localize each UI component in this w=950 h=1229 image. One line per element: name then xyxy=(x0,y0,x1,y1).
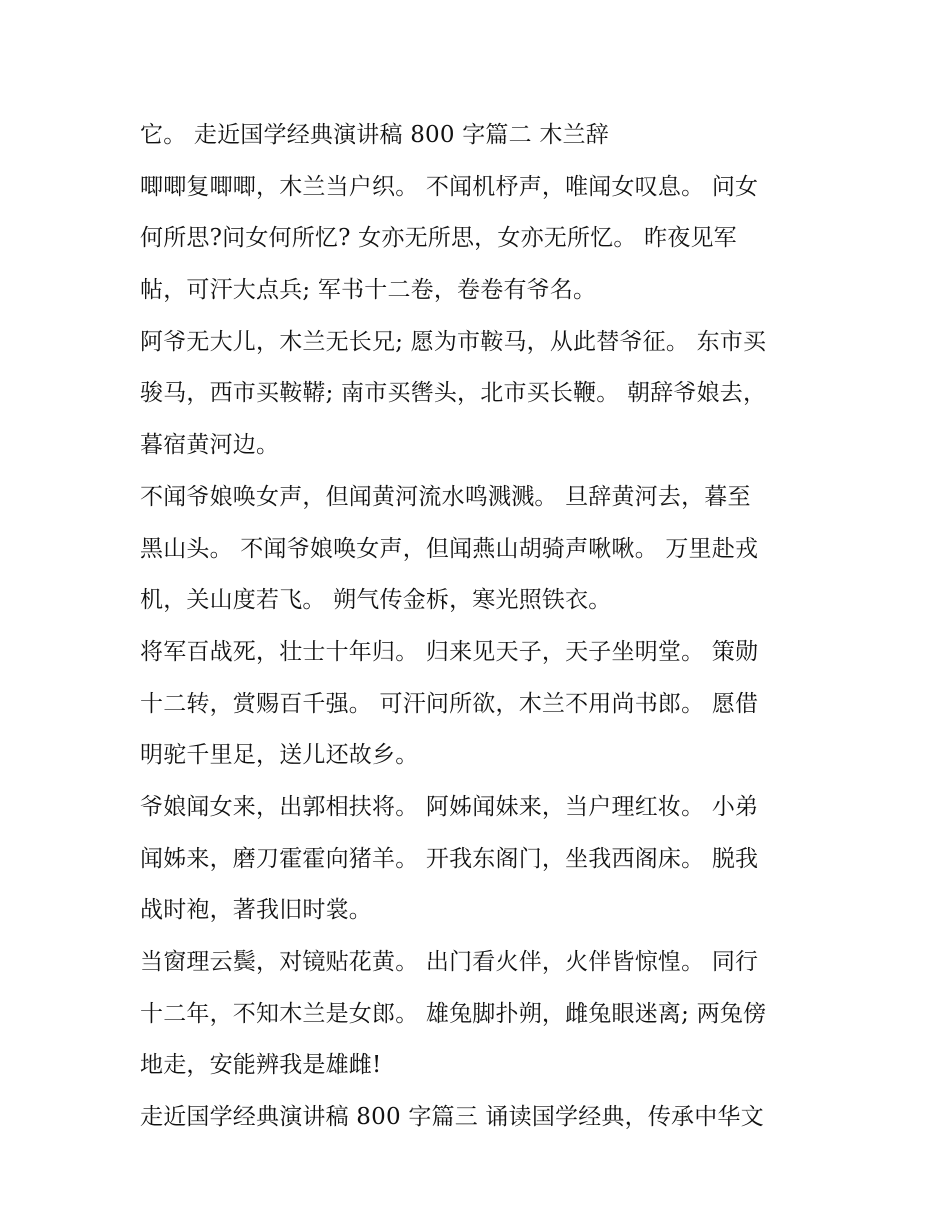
text-line: 将军百战死，壮士十年归。 归来见天子，天子坐明堂。 策勋 xyxy=(140,638,759,665)
text-line: 十二年，不知木兰是女郎。 雄兔脚扑朔，雌兔眼迷离; 两兔傍 xyxy=(140,1000,767,1027)
text-line: 明驼千里足，送儿还故乡。 xyxy=(140,742,419,769)
text-line: 帖，可汗大点兵; 军书十二卷，卷卷有爷名。 xyxy=(140,277,597,304)
text-line: 当窗理云鬓，对镜贴花黄。 出门看火伴，火伴皆惊惶。 同行 xyxy=(140,949,759,975)
document-body xyxy=(140,110,820,1144)
text-line: 暮宿黄河边。 xyxy=(140,432,280,459)
text-line: 十二转，赏赐百千强。 可汗问所欲，木兰不用尚书郎。 愿借 xyxy=(140,690,759,717)
text-line: 它。 走近国学经典演讲稿 800 字篇二 木兰辞 xyxy=(140,122,609,148)
text-line: 走近国学经典演讲稿 800 字篇三 诵读国学经典，传承中华文 xyxy=(140,1104,764,1131)
text-line: 黑山头。 不闻爷娘唤女声，但闻燕山胡骑声啾啾。 万里赴戎 xyxy=(140,535,759,562)
text-line: 唧唧复唧唧，木兰当户织。 不闻机杼声，唯闻女叹息。 问女 xyxy=(140,173,759,200)
text-line: 战时袍，著我旧时裳。 xyxy=(140,897,372,924)
text-line: 骏马，西市买鞍鞯; 南市买辔头，北市买长鞭。 朝辞爷娘去， xyxy=(140,380,767,407)
text-line: 地走，安能辨我是雄雌! xyxy=(140,1052,382,1079)
text-line: 机，关山度若飞。 朔气传金柝，寒光照铁衣。 xyxy=(140,587,612,614)
text-line: 爷娘闻女来，出郭相扶将。 阿姊闻妹来，当户理红妆。 小弟 xyxy=(140,793,759,820)
text-line: 何所思?问女何所忆? 女亦无所思，女亦无所忆。 昨夜见军 xyxy=(140,225,737,252)
text-line: 不闻爷娘唤女声，但闻黄河流水鸣溅溅。 旦辞黄河去，暮至 xyxy=(140,483,751,510)
text-line: 闻姊来，磨刀霍霍向猪羊。 开我东阁门，坐我西阁床。 脱我 xyxy=(140,845,759,872)
text-line: 阿爷无大儿，木兰无长兄; 愿为市鞍马，从此替爷征。 东市买 xyxy=(140,328,767,355)
